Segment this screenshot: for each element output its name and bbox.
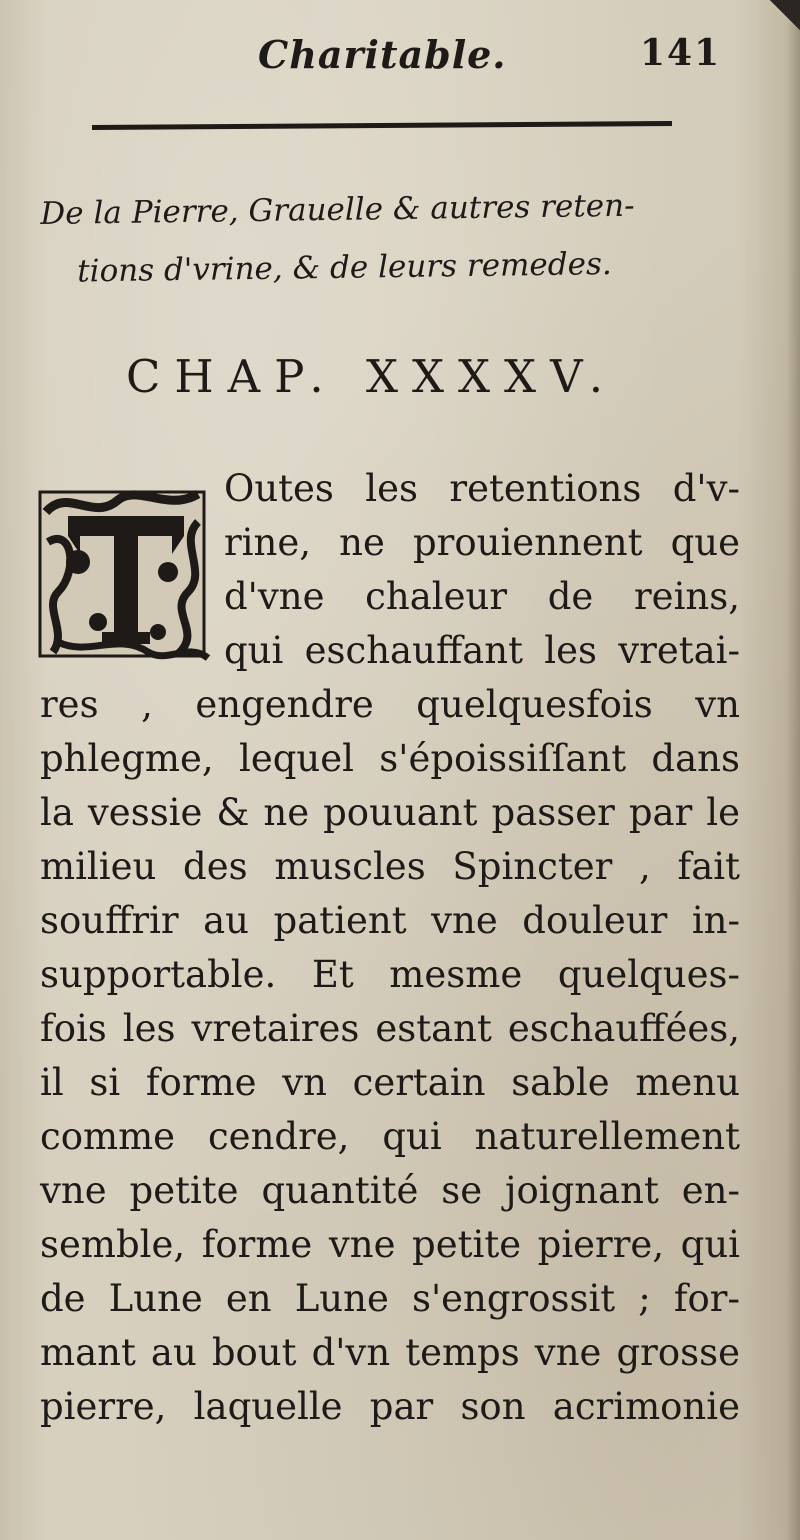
page-number: 141 xyxy=(640,32,722,74)
text-line: il si forme vn certain sable menu xyxy=(40,1061,740,1104)
text-line: semble, forme vne petite pierre, qui xyxy=(40,1223,740,1266)
subtitle-line: tions d'vrine, & de leurs remedes. xyxy=(76,246,612,290)
text-line: vne petite quantité se joignant en- xyxy=(40,1169,740,1212)
text-line: comme cendre, qui naturellement xyxy=(40,1115,740,1158)
header-rule xyxy=(92,121,672,130)
text-line: de Lune en Lune s'engrossit ; for- xyxy=(40,1277,740,1320)
text-line: rine, ne prouiennent que xyxy=(224,521,740,564)
text-line: supportable. Et mesme quelques- xyxy=(40,953,740,996)
text-line: milieu des muscles Spincter , fait xyxy=(40,845,740,888)
text-line: d'vne chaleur de reins, xyxy=(224,575,740,618)
subtitle-line: De la Pierre, Grauelle & autres reten- xyxy=(40,187,635,232)
body-text xyxy=(40,462,780,1434)
text-line: Outes les retentions d'v- xyxy=(224,467,740,510)
text-line: pierre, laquelle par son acrimonie xyxy=(40,1385,740,1428)
running-title: Charitable. xyxy=(258,32,507,77)
text-line: souffrir au patient vne douleur in- xyxy=(40,899,740,942)
running-head xyxy=(0,28,800,88)
section-subtitle xyxy=(40,175,762,301)
text-line: mant au bout d'vn temps vne grosse xyxy=(40,1331,740,1374)
text-line: fois les vretaires estant eschauffées, xyxy=(40,1007,740,1050)
page-corner xyxy=(770,0,800,30)
page-fold-shadow xyxy=(786,0,800,1540)
text-line: phlegme, lequel s'époissiſſant dans xyxy=(40,737,740,780)
text-line: qui eschauffant les vretai- xyxy=(224,629,740,672)
chapter-heading: CHAP. XXXXV. xyxy=(126,350,618,403)
text-line: la vessie & ne pouuant passer par le xyxy=(40,791,740,834)
text-line: res , engendre quelquesfois vn xyxy=(40,683,740,726)
